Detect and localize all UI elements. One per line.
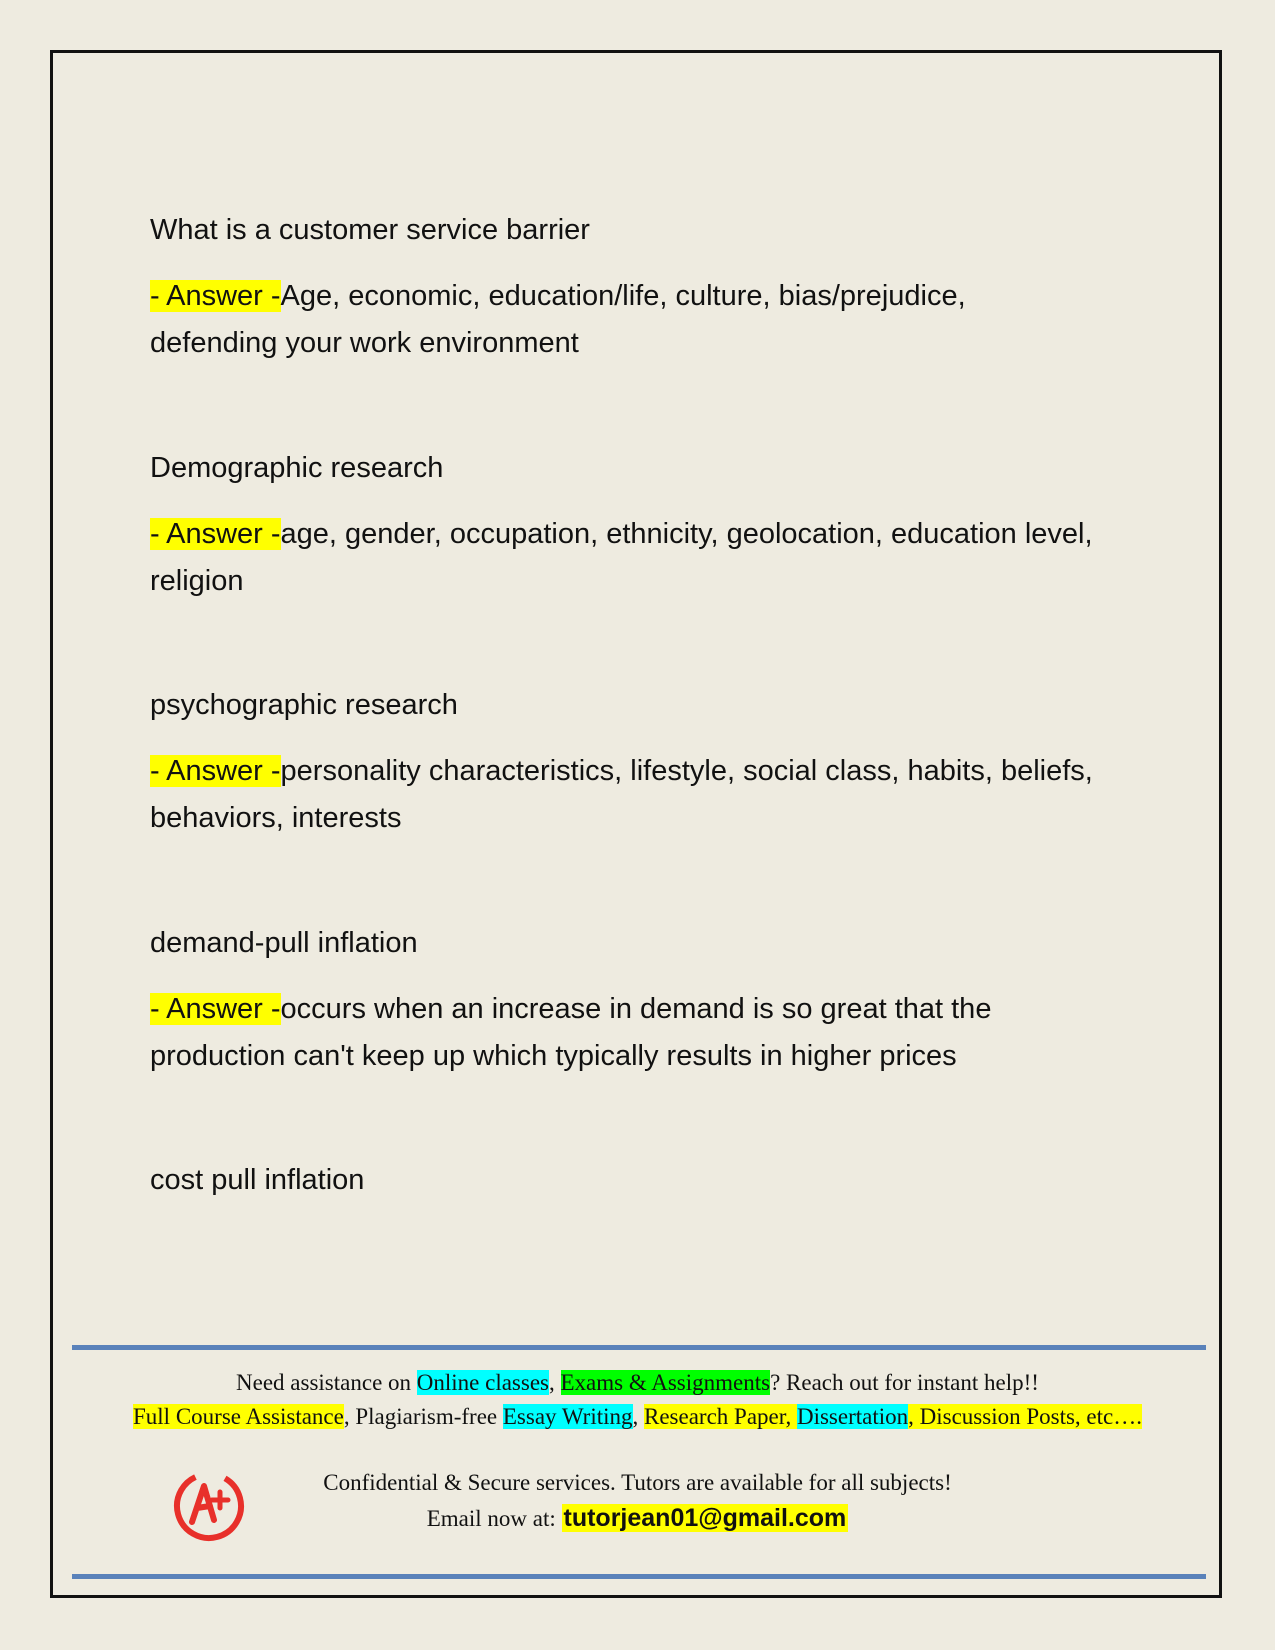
essay-writing-highlight: Essay Writing [502, 1404, 633, 1429]
full-course-highlight: Full Course Assistance [133, 1404, 344, 1429]
email-link[interactable]: tutorjean01@gmail.com [563, 1504, 847, 1532]
discussion-posts-highlight: , Discussion Posts, etc…. [908, 1404, 1142, 1429]
footer-text: Need assistance on [236, 1370, 417, 1395]
footer-line-3 [55, 1466, 1220, 1500]
qa-item [150, 448, 1100, 605]
answer-body: Age, economic, education/life, culture, bias/prejudice, defending your work environment [150, 280, 966, 359]
footer-text: Confidential & Secure services. Tutors are available for all subjects! [323, 1470, 952, 1495]
online-classes-highlight: Online classes [416, 1370, 549, 1395]
footer-rule-top [72, 1345, 1206, 1350]
footer-text: ? Reach out for instant help!! [770, 1370, 1039, 1395]
footer-line-1 [55, 1366, 1220, 1400]
qa-item [150, 210, 1100, 367]
question-text: Demographic research [150, 452, 444, 484]
research-paper-highlight: Research Paper, [644, 1404, 797, 1429]
answer-text [150, 511, 1100, 605]
answer-tag: - Answer - [150, 755, 281, 787]
answer-text [150, 273, 1100, 367]
answer-body: personality characteristics, lifestyle, social class, habits, beliefs, behaviors, interests [150, 755, 1093, 834]
answer-tag: - Answer - [150, 518, 281, 550]
dissertation-highlight: Dissertation [796, 1404, 909, 1429]
answer-body: age, gender, occupation, ethnicity, geolocation, education level, religion [150, 518, 1093, 597]
question-text: demand-pull inflation [150, 927, 418, 959]
answer-tag: - Answer - [150, 280, 281, 312]
question-text: cost pull inflation [150, 1164, 365, 1196]
footer-line-4 [55, 1501, 1220, 1536]
answer-body: occurs when an increase in demand is so great that the production can't keep up which typically results in higher prices [150, 993, 992, 1072]
footer-text: , [549, 1370, 561, 1395]
footer-text: , Plagiarism-free [343, 1404, 503, 1429]
qa-item [150, 923, 1100, 1080]
qa-item [150, 1160, 1100, 1200]
footer-line-2 [55, 1400, 1220, 1434]
answer-text [150, 748, 1100, 842]
question-text: psychographic research [150, 689, 458, 721]
answer-text [150, 986, 1100, 1080]
answer-tag: - Answer - [150, 993, 281, 1025]
question-text: What is a customer service barrier [150, 214, 590, 246]
qa-item [150, 685, 1100, 842]
email-label: Email now at: [426, 1506, 562, 1531]
exams-assignments-highlight: Exams & Assignments [560, 1370, 771, 1395]
footer-rule-bottom [72, 1574, 1206, 1579]
footer-text: , [632, 1404, 644, 1429]
